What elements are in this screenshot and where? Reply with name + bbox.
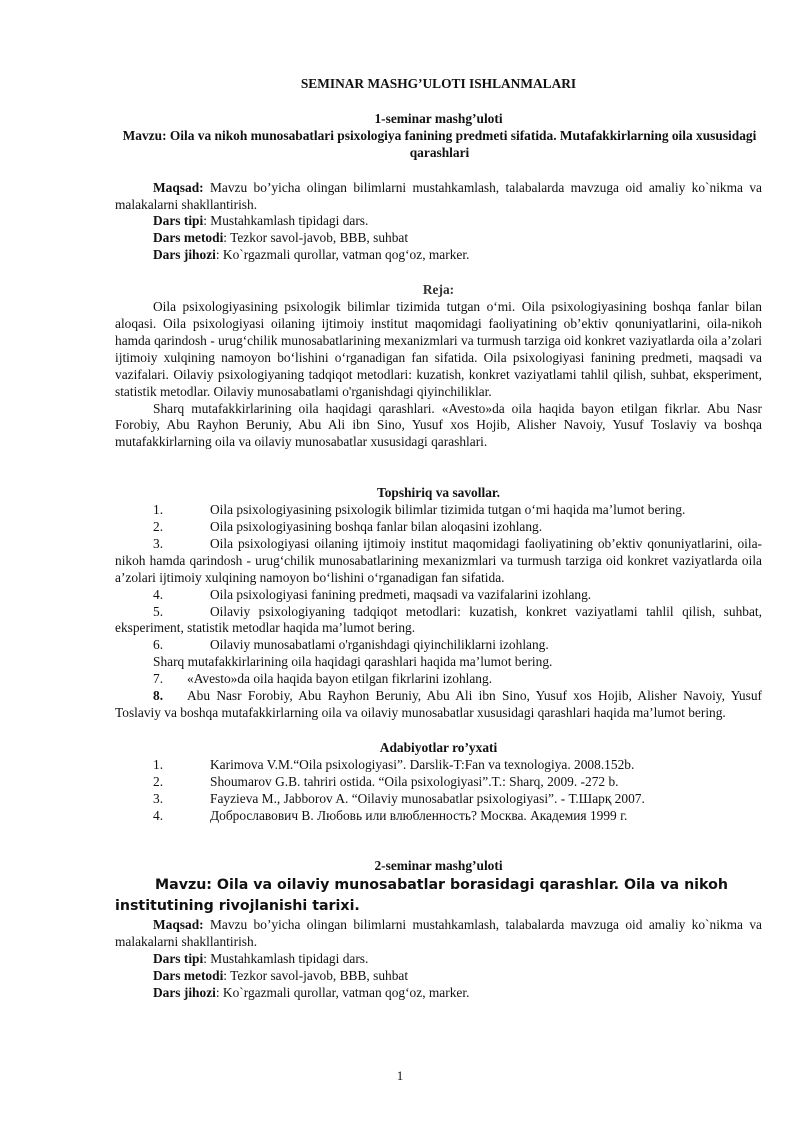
jihozi-label: Dars jihozi (153, 247, 216, 263)
reja-paragraph-2: Sharq mutafakkirlarining oila haqidagi qarashlari. «Avesto»da oila haqida bayon etilgan fikrlar. Abu Nasr Forobiy, Abu Rayhon Beruniy, Abu Ali ibn Sino, Yusuf xos Hojib, Alisher Navoiy, Yusuf Toslaviy va boshqa mutafakkirlarning oila va oilaviy munosabatlar xususidagi qarashlari. (115, 400, 762, 450)
seminar1-topic: Mavzu: Oila va nikoh munosabatlari psixologiya fanining predmeti sifatida. Mutafakkirlarning oila xususidagi qarashlari (122, 127, 757, 160)
metodi-label: Dars metodi (153, 968, 224, 984)
list-item (115, 587, 762, 604)
reja-paragraph-1: Oila psixologiyasining psixologik bilimlar tizimida tutgan o‘mi. Oila psixologiyasining boshqa fanlar bilan aloqasi. Oila psixologiyasi oilaning ijtimoiy institut maqomidagi faoliyatining ob’ektiv qonuniyatlarini, oila-nikoh hamda qarindosh - urug‘chilik munosabatlarining mexanizmlari va turmush tarziga oid konkret vaziyatlarda oila a’zolari ijtimoiy xulqining namoyon bo‘lishini o‘rganadigan fan sifatida. Oila psixologiyasi fanining predmeti, maqsadi va vazifalari. Oilaviy psixologiyaning tadqiqot metodlari: kuzatish, konkret vaziyatlami tahlil qilish, suhbat, eksperiment, statistik metodlar. Oilaviy munosabatlami o'rganishdagi qiyinchiliklar. (115, 299, 762, 399)
list-number: 2. (153, 773, 164, 789)
list-item (115, 502, 762, 519)
seminar1-maqsad (115, 180, 762, 214)
tasks-title: Topshiriq va savollar. (377, 485, 500, 501)
metodi-label: Dars metodi (153, 230, 224, 246)
list-text: Oilaviy psixologiyaning tadqiqot metodlari: kuzatish, konkret vaziyatlami tahlil qilish, suhbat, eksperiment, statistik metodlar haqida ma’lumot bering. (115, 603, 762, 636)
seminar1-heading: 1-seminar mashg’uloti (374, 110, 503, 126)
tipi-label: Dars tipi (153, 213, 204, 229)
list-number: 1. (153, 756, 164, 772)
list-text: Fayzieva M., Jabborov A. “Oilaviy munosabatlar psixologiyasi”. - Т.Шарқ 2007. (210, 790, 645, 806)
metodi-text: : Tezkor savol-javob, BBB, suhbat (223, 968, 409, 984)
list-text: Oila psixologiyasi fanining predmeti, maqsadi va vazifalarini izohlang. (210, 586, 592, 602)
list-item (115, 671, 762, 688)
jihozi-text: : Ko`rgazmali qurollar, vatman qog‘oz, marker. (215, 984, 470, 1000)
list-item (115, 791, 762, 808)
list-number: 3. (153, 790, 164, 806)
list-item (115, 637, 762, 654)
list-number: 4. (153, 586, 164, 602)
seminar2-heading: 2-seminar mashg’uloti (374, 858, 503, 874)
list-item (115, 757, 762, 774)
jihozi-text: : Ko`rgazmali qurollar, vatman qog‘oz, marker. (215, 247, 470, 263)
seminar2-jihozi (115, 985, 762, 1002)
list-text: Oilaviy munosabatlami o'rganishdagi qiyinchiliklarni izohlang. (210, 637, 549, 653)
list-item (115, 688, 762, 722)
list-text: Oila psixologiyasining boshqa fanlar bilan aloqasini izohlang. (210, 519, 543, 535)
tipi-text: : Mustahkamlash tipidagi dars. (203, 213, 369, 229)
reja-title: Reja: (422, 282, 455, 298)
list-number: 7. (153, 671, 164, 687)
literature-title: Adabiyotlar ro’yxati (379, 739, 498, 755)
list-text: Abu Nasr Forobiy, Abu Rayhon Beruniy, Abu Ali ibn Sino, Yusuf xos Hojib, Alisher Navoiy, Yusuf Toslaviy va boshqa mutafakkirlarning oila va oilaviy munosabatlar xususidagi qarashlari haqida ma’lumot bering. (115, 688, 762, 720)
list-number: 2. (153, 519, 164, 535)
maqsad-text: Mavzu bo’yicha olingan bilimlarni mustahkamlash, talabalarda mavzuga oid amaliy ko`nikma va malakalarni shakllantirish. (115, 179, 762, 212)
tipi-label: Dars tipi (153, 951, 204, 967)
seminar1-jihozi (115, 247, 762, 264)
seminar2-topic: Mavzu: Oila va oilaviy munosabatlar borasidagi qarashlar. Oila va nikoh institutining rivojlanishi tarixi. (115, 877, 728, 915)
list-text: Oila psixologiyasi oilaning ijtimoiy institut maqomidagi faoliyatining ob’ektiv qonuniyatlarini, oila-nikoh hamda qarindosh - urug‘chilik munosabatlarining mexanizmlari va turmush tarziga oid konkret vaziyatlarda oila a’zolari ijtimoiy xulqining namoyon bo‘lishini o‘rganadigan fan sifatida. (115, 535, 762, 585)
list-item (115, 808, 762, 825)
list-number: 4. (153, 807, 164, 823)
list-number: 8. (153, 688, 164, 704)
list-number: 1. (153, 502, 164, 518)
list-item (115, 519, 762, 536)
seminar2-maqsad (115, 917, 762, 951)
list-number: 6. (153, 637, 164, 653)
seminar2-tipi (115, 951, 762, 968)
list-number: 3. (153, 535, 164, 551)
seminar1-tipi (115, 213, 762, 230)
page-number: 1 (396, 1068, 404, 1083)
list-text: Shoumarov G.B. tahriri ostida. “Oila psixologiyasi”.T.: Sharq, 2009. -272 b. (210, 773, 619, 789)
tipi-text: : Mustahkamlash tipidagi dars. (203, 951, 369, 967)
maqsad-text: Mavzu bo’yicha olingan bilimlarni mustahkamlash, talabalarda mavzuga oid amaliy ko`nikma va malakalarni shakllantirish. (115, 917, 762, 950)
document-title: SEMINAR MASHG’ULOTI ISHLANMALARI (300, 76, 577, 91)
page-content (115, 76, 762, 1002)
list-text: «Avesto»da oila haqida bayon etilgan fikrlarini izohlang. (187, 671, 493, 687)
maqsad-label: Maqsad: (153, 179, 204, 195)
list-text: Karimova V.M.“Oila psixologiyasi”. Darslik-T:Fan va texnologiya. 2008.152b. (210, 756, 635, 772)
list-text: Oila psixologiyasining psixologik bilimlar tizimida tutgan o‘mi haqida ma’lumot bering. (210, 502, 686, 518)
list-item-extra: Sharq mutafakkirlarining oila haqidagi qarashlari haqida ma’lumot bering. (153, 654, 553, 670)
metodi-text: : Tezkor savol-javob, BBB, suhbat (223, 230, 409, 246)
literature-list (115, 757, 762, 825)
list-item (115, 604, 762, 638)
maqsad-label: Maqsad: (153, 917, 204, 933)
tasks-list (115, 502, 762, 722)
list-item (115, 774, 762, 791)
seminar1-metodi (115, 230, 762, 247)
seminar2-metodi (115, 968, 762, 985)
list-text: Доброславович В. Любовь или влюбленность? Москва. Академия 1999 г. (210, 807, 628, 823)
list-number: 5. (153, 603, 164, 619)
list-item (115, 536, 762, 587)
jihozi-label: Dars jihozi (153, 984, 216, 1000)
